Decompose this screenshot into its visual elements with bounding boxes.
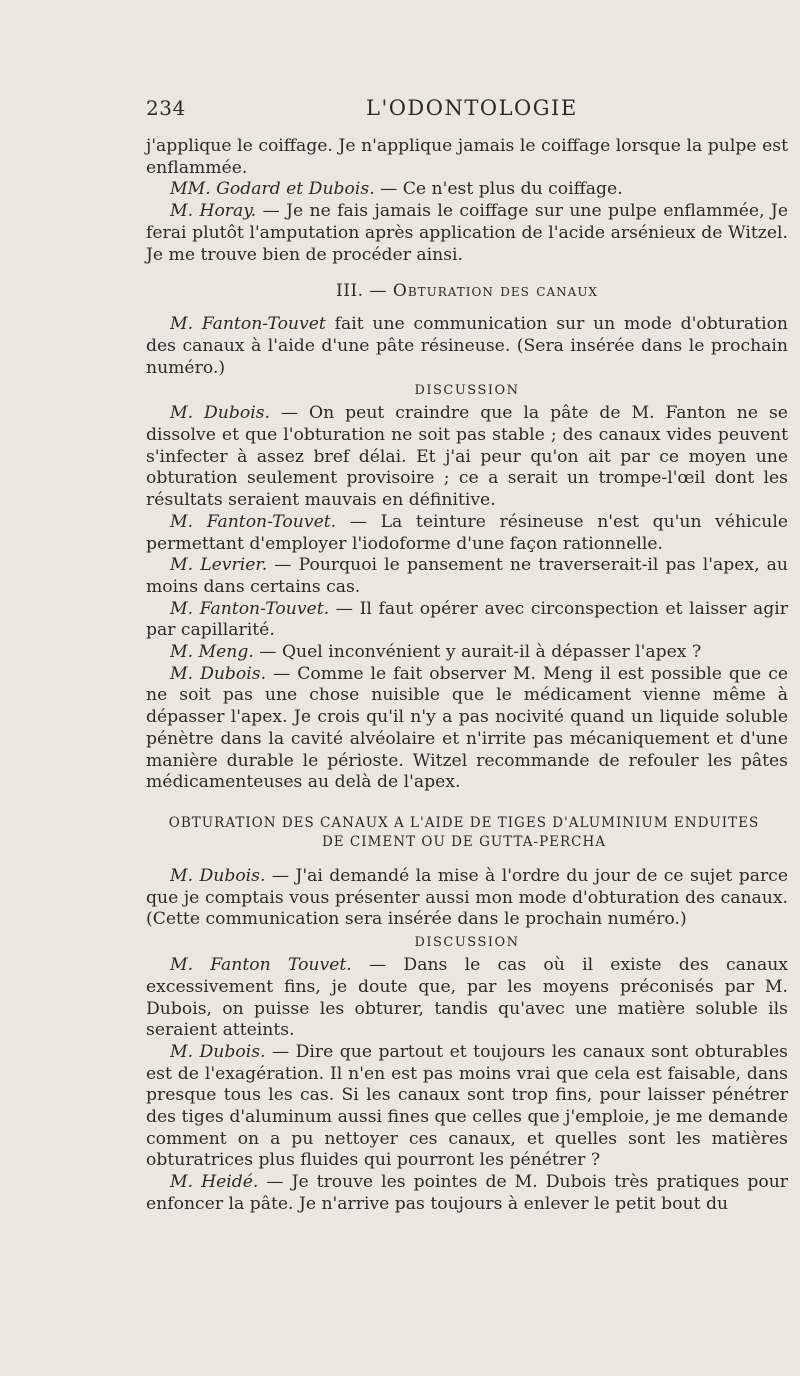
section-heading — [140, 814, 788, 852]
page-header — [146, 96, 788, 130]
paragraph-text: — J'ai demandé la mise à l'ordre du jour de ce sujet parce que je comptais vous présenter aussi mon mode d'obturation des canaux. (Cette communication sera insérée dans le prochain numéro.) — [146, 865, 788, 930]
paragraph-text: — Comme le fait observer M. Meng il est possible que ce ne soit pas une chose nuisible que le médicament vienne même à dépasser l'apex. Je crois qu'il n'y a pas nocivité quand un liquide soluble pénètre dans la cavité alvéolaire et n'irrite pas mécaniquement et d'une manière durable le périoste. Witzel recommande de refouler les pâtes médicamenteuses au delà de l'apex. — [146, 663, 788, 793]
paragraph — [146, 403, 788, 512]
paragraph — [146, 664, 788, 794]
intro-block — [146, 136, 788, 266]
paragraph — [146, 555, 788, 598]
section-title-line: DE CIMENT OU DE GUTTA-PERCHA — [321, 833, 607, 850]
page-number: 234 — [146, 96, 186, 120]
speaker-name: M. Dubois. — [170, 403, 270, 424]
paragraph-text: fait une communication sur un mode d'obturation des canaux à l'aide d'une pâte résineuse. (Sera insérée dans le prochain numéro.) — [146, 314, 789, 378]
paragraph — [146, 136, 788, 179]
paragraph — [146, 1042, 788, 1172]
paragraph-text: — Dire que partout et toujours les canaux sont obturables est de l'exagération. Il n'en est pas moins vrai que cela est faisable, dans presque tous les cas. Si les canaux sont trop fins, pour laisser pénétrer des tiges d'aluminum aussi fines que celles que j'emploie, je me demande comment on a pu nettoyer ces canaux, et quelles sont les matières obturatrices plus fluides qui pourront les pénétrer ? — [146, 1041, 788, 1171]
speaker-name: MM. Godard et Dubois. — [170, 179, 375, 200]
speaker-name: M. Dubois. — [170, 663, 267, 684]
paragraph — [146, 512, 788, 555]
paragraph — [146, 599, 788, 642]
paragraph — [146, 314, 788, 379]
speaker-name: M. Fanton-Touvet. — [170, 511, 337, 532]
discussion-heading: DISCUSSION — [414, 383, 520, 399]
paragraph-text: — Quel inconvénient y aurait-il à dépasser l'apex ? — [253, 642, 702, 663]
paragraph-text: — Je ne fais jamais le coiffage sur une pulpe enflammée, Je ferai plutôt l'amputation après application de l'acide arsénieux de Witzel. Je me trouve bien de procéder ainsi. — [146, 201, 788, 265]
paragraph-text: — On peut craindre que la pâte de M. Fanton ne se dissolve et que l'obturation ne soit pas stable ; des canaux vides peuvent s'infecter à assez bref délai. Et j'ai peur qu'on ait par ce moyen une obturation seulement provisoire ; ce a serait un trompe-l'œil dont les résultats seraient mauvais en définitive. — [146, 403, 788, 511]
paragraph — [146, 179, 788, 201]
section-title-line: OBTURATION DES CANAUX A L'AIDE DE TIGES D'ALUMINIUM ENDUITES — [168, 814, 760, 831]
paragraph-text: — Il faut opérer avec circonspection et laisser agir par capillarité. — [146, 598, 788, 641]
discussion-heading: DISCUSSION — [414, 935, 520, 951]
section-title: Obturation des canaux — [392, 281, 598, 302]
paragraph — [146, 955, 788, 1042]
paragraph-text: — Pourquoi le pansement ne traverserait-il pas l'apex, au moins dans certains cas. — [146, 555, 788, 597]
speaker-name: M. Horay. — [170, 201, 257, 222]
paragraph-text: — La teinture résineuse n'est qu'un véhicule permettant d'employer l'iodoforme d'une façon rationnelle. — [146, 511, 788, 554]
paragraph — [146, 866, 788, 931]
speaker-name: M. Dubois. — [170, 1041, 266, 1062]
speaker-name: M. Fanton-Touvet — [170, 314, 326, 335]
speaker-name: M. Meng. — [170, 642, 254, 663]
paragraph-text: — Je trouve les pointes de M. Dubois très pratiques pour enfoncer la pâte. Je n'arrive pas toujours à enlever le petit bout du — [146, 1172, 788, 1214]
section-heading — [146, 281, 788, 301]
paragraph — [146, 642, 788, 664]
paragraph-text: j'applique le coiffage. Je n'applique jamais le coiffage lorsque la pulpe est enflammée. — [146, 136, 788, 178]
paragraph-text: — Dans le cas où il existe des canaux excessivement fins, je doute que, par les moyens préconisés par M. Dubois, on puisse les obturer, tandis qu'avec une matière soluble ils seraient atteints. — [146, 955, 788, 1041]
speaker-name: M. Levrier. — [170, 555, 268, 576]
paragraph — [146, 201, 788, 266]
section-numeral: III. — — [336, 281, 387, 302]
paragraph — [146, 1172, 788, 1215]
speaker-name: M. Dubois. — [170, 865, 266, 886]
paragraph-text: — Ce n'est plus du coiffage. — [374, 179, 623, 200]
speaker-name: M. Fanton Touvet. — [170, 955, 352, 976]
speaker-name: M. Heidé. — [170, 1172, 259, 1193]
running-title: L'ODONTOLOGIE — [366, 96, 578, 120]
speaker-name: M. Fanton-Touvet. — [170, 598, 330, 619]
